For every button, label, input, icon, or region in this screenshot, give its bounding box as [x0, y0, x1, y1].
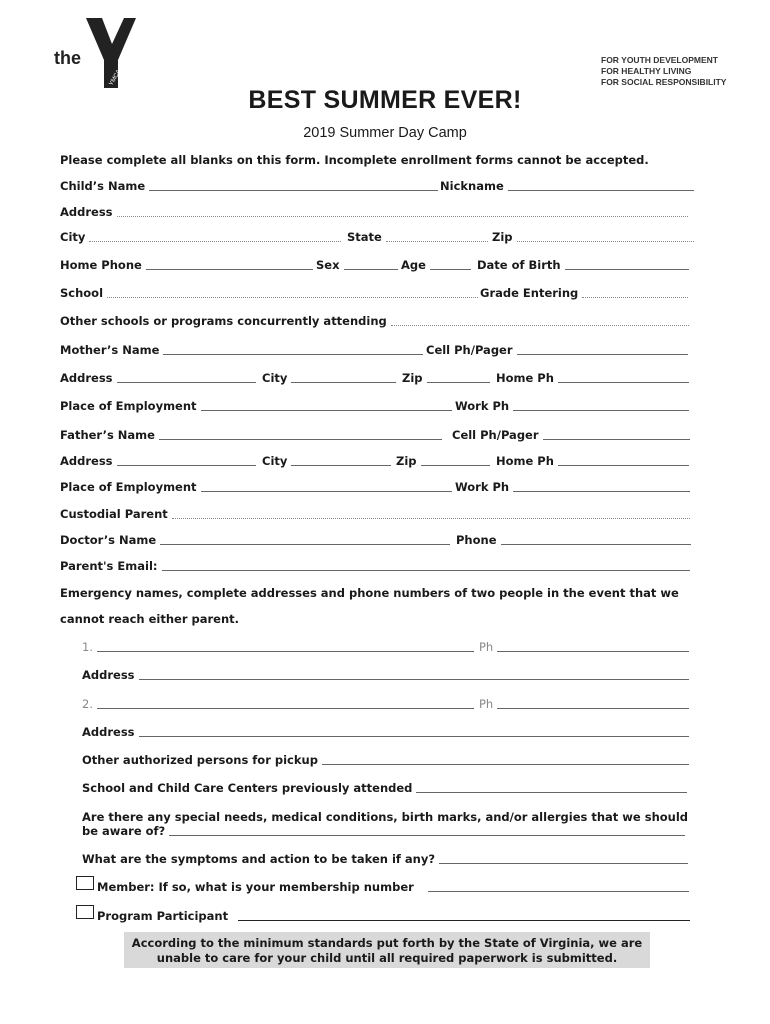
mother-home-ph-field[interactable] [496, 371, 691, 385]
doctors-name-line[interactable] [160, 543, 450, 545]
nickname-field[interactable] [440, 179, 696, 193]
fathers-name-field[interactable] [60, 428, 444, 442]
father-work-ph-line[interactable] [513, 490, 690, 492]
symptoms-label: What are the symptoms and action to be taken if any? [82, 852, 436, 866]
logo-mark: YMCA [108, 68, 123, 87]
mother-zip-field[interactable] [402, 371, 492, 385]
authorized-pickup-line[interactable] [322, 763, 689, 765]
father-zip-field[interactable] [396, 454, 492, 468]
emergency-contact-2-line[interactable] [97, 707, 474, 709]
age-label: Age [401, 258, 426, 272]
mother-address-field[interactable] [60, 371, 258, 385]
parents-email-line[interactable] [162, 569, 691, 571]
father-employment-line[interactable] [201, 490, 452, 492]
father-home-ph-field[interactable] [496, 454, 691, 468]
emergency-contact-2-num: 2. [82, 697, 93, 711]
other-schools-label: Other schools or programs concurrently attending [60, 314, 387, 328]
tagline [601, 55, 726, 88]
state-line[interactable] [386, 240, 488, 242]
mothers-name-field[interactable] [60, 343, 425, 357]
nickname-line[interactable] [508, 189, 694, 191]
home-phone-line[interactable] [146, 268, 313, 270]
program-participant-label: Program Participant [97, 909, 229, 923]
father-zip-label: Zip [396, 454, 417, 468]
mother-zip-line[interactable] [427, 381, 490, 383]
school-field[interactable] [60, 286, 480, 300]
sex-label: Sex [316, 258, 340, 272]
emergency-contact-1-num: 1. [82, 640, 93, 654]
membership-number-line[interactable] [428, 890, 689, 892]
emergency-contact-2-ph-line[interactable] [497, 707, 689, 709]
emergency-contact-2-address-label: Address [82, 725, 135, 739]
logo-text: the [54, 48, 81, 68]
mother-work-ph-field[interactable] [455, 399, 691, 413]
special-needs-field[interactable] [82, 824, 687, 838]
father-home-ph-line[interactable] [558, 464, 689, 466]
address-label: Address [60, 205, 113, 219]
emergency-contact-1-line[interactable] [97, 650, 474, 652]
doctors-name-label: Doctor’s Name [60, 533, 157, 547]
nickname-label: Nickname [440, 179, 504, 193]
age-field[interactable] [401, 258, 473, 272]
father-city-field[interactable] [262, 454, 393, 468]
page-title: BEST SUMMER EVER! [248, 86, 522, 114]
mothers-name-label: Mother’s Name [60, 343, 160, 357]
mother-cell-field[interactable] [426, 343, 690, 357]
other-schools-line[interactable] [391, 324, 689, 326]
date-of-birth-label: Date of Birth [477, 258, 561, 272]
mother-work-ph-label: Work Ph [455, 399, 510, 413]
mother-employment-field[interactable] [60, 399, 454, 413]
previous-centers-line[interactable] [416, 791, 687, 793]
parents-email-field[interactable] [60, 559, 692, 573]
city-line[interactable] [89, 240, 341, 242]
symptoms-line[interactable] [439, 862, 688, 864]
doctor-phone-label: Phone [456, 533, 497, 547]
tagline-line-1: FOR YOUTH DEVELOPMENT [601, 55, 718, 65]
emergency-contact-2-address-field[interactable] [82, 725, 691, 739]
childs-name-line[interactable] [149, 189, 438, 191]
instructions: Please complete all blanks on this form. Incomplete enrollment forms cannot be accepted. [60, 153, 649, 167]
state-field[interactable] [347, 230, 490, 244]
father-address-line[interactable] [117, 464, 256, 466]
father-city-label: City [262, 454, 288, 468]
mother-city-line[interactable] [291, 381, 396, 383]
emergency-contact-2-ph-label: Ph [479, 697, 494, 711]
ymca-logo [52, 12, 142, 92]
father-cell-label: Cell Ph/Pager [452, 428, 539, 442]
age-line[interactable] [430, 268, 471, 270]
notice-line-1: According to the minimum standards put forth by the State of Virginia, we are [131, 936, 643, 950]
childs-name-label: Child’s Name [60, 179, 146, 193]
previous-centers-field[interactable] [82, 781, 689, 795]
membership-number-field[interactable] [97, 880, 691, 894]
father-employment-label: Place of Employment [60, 480, 197, 494]
program-participant-line[interactable] [238, 919, 690, 921]
grade-entering-label: Grade Entering [480, 286, 579, 300]
doctor-phone-field[interactable] [456, 533, 693, 547]
address-line[interactable] [117, 215, 688, 217]
sex-field[interactable] [316, 258, 400, 272]
other-schools-field[interactable] [60, 314, 691, 328]
fathers-name-label: Father’s Name [60, 428, 155, 442]
mother-employment-label: Place of Employment [60, 399, 197, 413]
custodial-parent-field[interactable] [60, 507, 692, 521]
father-work-ph-field[interactable] [455, 480, 692, 494]
grade-entering-line[interactable] [582, 296, 688, 298]
tagline-line-2: FOR HEALTHY LIVING [601, 66, 692, 76]
tagline-line-3: FOR SOCIAL RESPONSIBILITY [601, 77, 727, 87]
father-address-field[interactable] [60, 454, 258, 468]
custodial-parent-line[interactable] [172, 517, 690, 519]
mother-work-ph-line[interactable] [513, 409, 689, 411]
custodial-parent-label: Custodial Parent [60, 507, 168, 521]
mother-city-field[interactable] [262, 371, 398, 385]
mother-home-ph-label: Home Ph [496, 371, 554, 385]
mother-employment-line[interactable] [201, 409, 452, 411]
emergency-contact-2-address-line[interactable] [139, 735, 689, 737]
state-label: State [347, 230, 382, 244]
city-field[interactable] [60, 230, 343, 244]
address-field[interactable] [60, 205, 690, 219]
mother-address-label: Address [60, 371, 113, 385]
symptoms-field[interactable] [82, 852, 690, 866]
emergency-text-2: cannot reach either parent. [60, 612, 240, 626]
mother-home-ph-line[interactable] [558, 381, 689, 383]
emergency-contact-1-field[interactable] [82, 640, 476, 654]
emergency-contact-2-field[interactable] [82, 697, 476, 711]
special-needs-text: Are there any special needs, medical conditions, birth marks, and/or allergies that we should [82, 810, 689, 824]
sex-line[interactable] [344, 268, 399, 270]
home-phone-label: Home Phone [60, 258, 142, 272]
childs-name-field[interactable] [60, 179, 440, 193]
emergency-text-1: Emergency names, complete addresses and phone numbers of two people in the event that we [60, 586, 679, 600]
father-cell-line[interactable] [543, 438, 690, 440]
doctors-name-field[interactable] [60, 533, 452, 547]
father-address-label: Address [60, 454, 113, 468]
zip-label: Zip [492, 230, 513, 244]
date-of-birth-line[interactable] [565, 268, 689, 270]
program-participant-field[interactable] [97, 909, 692, 923]
doctor-phone-line[interactable] [501, 543, 691, 545]
emergency-contact-1-address-field[interactable] [82, 668, 691, 682]
authorized-pickup-label: Other authorized persons for pickup [82, 753, 318, 767]
page-subtitle: 2019 Summer Day Camp [303, 125, 467, 141]
father-city-line[interactable] [291, 464, 391, 466]
mother-cell-line[interactable] [517, 353, 688, 355]
emergency-contact-1-address-line[interactable] [139, 678, 689, 680]
emergency-contact-1-ph-label: Ph [479, 640, 494, 654]
previous-centers-label: School and Child Care Centers previously attended [82, 781, 413, 795]
mother-zip-label: Zip [402, 371, 423, 385]
father-work-ph-label: Work Ph [455, 480, 510, 494]
fathers-name-line[interactable] [159, 438, 442, 440]
paperwork-notice [124, 932, 650, 968]
member-checkbox[interactable] [76, 876, 94, 890]
grade-entering-field[interactable] [480, 286, 690, 300]
authorized-pickup-field[interactable] [82, 753, 691, 767]
school-line[interactable] [107, 296, 478, 298]
home-phone-field[interactable] [60, 258, 315, 272]
special-needs-label: be aware of? [82, 824, 166, 838]
mother-address-line[interactable] [117, 381, 256, 383]
emergency-contact-1-ph-field[interactable] [479, 640, 691, 654]
date-of-birth-field[interactable] [477, 258, 691, 272]
school-label: School [60, 286, 104, 300]
father-home-ph-label: Home Ph [496, 454, 554, 468]
parents-email-label: Parent's Email: [60, 559, 158, 573]
program-participant-checkbox[interactable] [76, 905, 94, 919]
mother-city-label: City [262, 371, 288, 385]
mother-cell-label: Cell Ph/Pager [426, 343, 513, 357]
notice-line-2: unable to care for your child until all required paperwork is submitted. [156, 951, 618, 965]
father-employment-field[interactable] [60, 480, 454, 494]
emergency-contact-1-ph-line[interactable] [497, 650, 689, 652]
mothers-name-line[interactable] [163, 353, 423, 355]
zip-field[interactable] [492, 230, 696, 244]
city-label: City [60, 230, 86, 244]
father-zip-line[interactable] [421, 464, 490, 466]
emergency-contact-2-ph-field[interactable] [479, 697, 691, 711]
membership-number-label: Member: If so, what is your membership number [97, 880, 414, 894]
special-needs-line[interactable] [169, 834, 685, 836]
father-cell-field[interactable] [452, 428, 692, 442]
zip-line[interactable] [517, 240, 694, 242]
emergency-contact-1-address-label: Address [82, 668, 135, 682]
